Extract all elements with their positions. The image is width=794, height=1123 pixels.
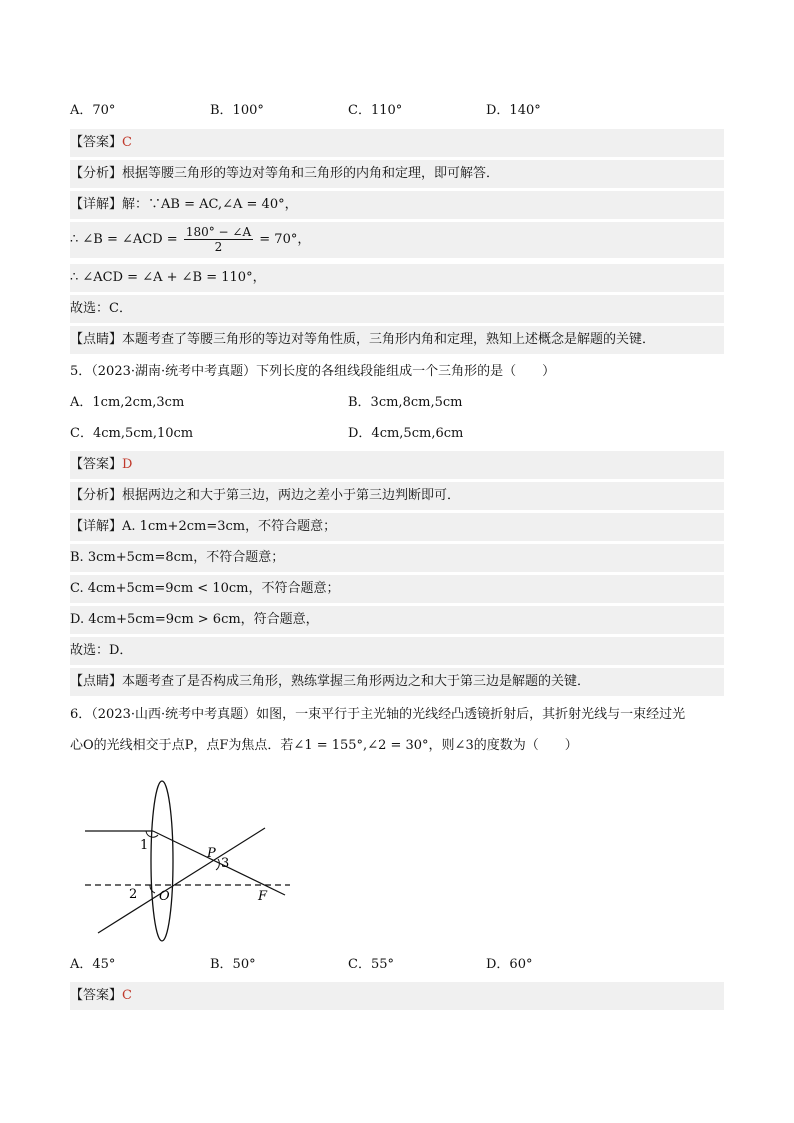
comment-tag: 【点睛】 <box>70 332 123 347</box>
q4-answer-value: C <box>122 135 132 150</box>
q4-choose-text: 故选：C． <box>70 301 132 316</box>
q4-comment-text: 本题考查了等腰三角形的等边对等角性质，三角形内角和定理，熟知上述概念是解题的关键． <box>122 332 656 347</box>
q4-detail-2-post: = 70°， <box>259 232 311 247</box>
answer-tag: 【答案】 <box>70 988 123 1003</box>
q6-stem-line-1 <box>70 701 724 729</box>
q5-answer-value: D <box>122 457 133 472</box>
label-3: 3 <box>221 856 230 871</box>
lens-figure <box>80 775 300 945</box>
detail-tag: 【详解】 <box>70 519 123 534</box>
label-o: O <box>159 889 170 904</box>
q4-fraction <box>184 225 253 254</box>
q4-choose <box>70 295 724 323</box>
q4-detail-2-pre: ∴ ∠B = ∠ACD = <box>70 232 178 247</box>
q4-analysis <box>70 160 724 188</box>
q6-stem-2-text: 心O的光线相交于点P，点F为焦点．若∠1 = 155°,∠2 = 30°，则∠3的度数为（ ） <box>70 738 578 753</box>
q4-detail-1 <box>70 191 724 219</box>
q6-options <box>70 951 724 979</box>
q5-stem <box>70 358 724 386</box>
q5-detail-a <box>70 513 724 541</box>
q6-answer <box>70 982 724 1010</box>
q4-detail-1-text: 解：∵AB = AC,∠A = 40°， <box>122 197 298 212</box>
q6-option-a: A．45° <box>70 957 116 972</box>
q4-option-b: B．100° <box>210 103 264 118</box>
q5-option-d: D．4cm,5cm,6cm <box>348 426 464 441</box>
q5-detail-c <box>70 575 724 603</box>
q6-stem-line-2 <box>70 732 724 760</box>
q6-option-c: C．55° <box>348 957 394 972</box>
q5-detail-b-text: B. 3cm+5cm=8cm，不符合题意； <box>70 550 285 565</box>
q6-option-b: B．50° <box>210 957 256 972</box>
q5-analysis-text: 根据两边之和大于第三边，两边之差小于第三边判断即可． <box>122 488 461 503</box>
q5-detail-d <box>70 606 724 634</box>
fraction-denominator: 2 <box>214 240 223 254</box>
q4-options <box>70 97 724 125</box>
label-2: 2 <box>129 887 138 902</box>
q5-option-c: C．4cm,5cm,10cm <box>70 426 194 441</box>
label-p: P <box>207 846 216 861</box>
q5-options-row-2 <box>70 420 724 448</box>
q5-stem-text: 5．（2023·湖南·统考中考真题）下列长度的各组线段能组成一个三角形的是（ ） <box>70 364 556 379</box>
q5-choose <box>70 637 724 665</box>
answer-tag: 【答案】 <box>70 135 123 150</box>
angle-2-arc <box>150 885 155 893</box>
q5-option-a: A．1cm,2cm,3cm <box>70 395 185 410</box>
q5-detail-b <box>70 544 724 572</box>
answer-tag: 【答案】 <box>70 457 123 472</box>
q5-detail-d-text: D. 4cm+5cm=9cm > 6cm，符合题意， <box>70 612 319 627</box>
angle-3-arc <box>216 859 219 870</box>
q4-answer <box>70 129 724 157</box>
q5-options-row-1 <box>70 389 724 417</box>
detail-tag: 【详解】 <box>70 197 123 212</box>
q5-option-b: B．3cm,8cm,5cm <box>348 395 463 410</box>
label-f: F <box>258 889 268 904</box>
q4-comment <box>70 326 724 354</box>
analysis-tag: 【分析】 <box>70 166 123 181</box>
q4-detail-3 <box>70 264 724 292</box>
q6-option-d: D．60° <box>486 957 533 972</box>
q5-detail-c-text: C. 4cm+5cm=9cm < 10cm，不符合题意； <box>70 581 340 596</box>
fraction-numerator: 180° − ∠A <box>185 225 252 239</box>
q5-analysis <box>70 482 724 510</box>
q6-answer-value: C <box>122 988 132 1003</box>
q5-answer <box>70 451 724 479</box>
q5-detail-a-text: A. 1cm+2cm=3cm，不符合题意； <box>122 519 337 534</box>
q4-option-d: D．140° <box>486 103 541 118</box>
analysis-tag: 【分析】 <box>70 488 123 503</box>
q4-detail-3-text: ∴ ∠ACD = ∠A + ∠B = 110°， <box>70 270 266 285</box>
center-ray <box>98 828 265 933</box>
convex-lens <box>151 781 173 941</box>
comment-tag: 【点睛】 <box>70 674 123 689</box>
label-1: 1 <box>140 838 149 853</box>
q4-option-a: A．70° <box>70 103 116 118</box>
q5-comment <box>70 668 724 696</box>
q5-choose-text: 故选：D． <box>70 643 133 658</box>
q4-analysis-text: 根据等腰三角形的等边对等角和三角形的内角和定理，即可解答． <box>122 166 500 181</box>
q6-stem-1-text: 6．（2023·山西·统考中考真题）如图，一束平行于主光轴的光线经凸透镜折射后，其折射光线与一束经过光 <box>70 707 686 722</box>
q4-option-c: C．110° <box>348 103 403 118</box>
q5-comment-text: 本题考查了是否构成三角形，熟练掌握三角形两边之和大于第三边是解题的关键． <box>122 674 591 689</box>
q4-detail-2 <box>70 222 724 258</box>
